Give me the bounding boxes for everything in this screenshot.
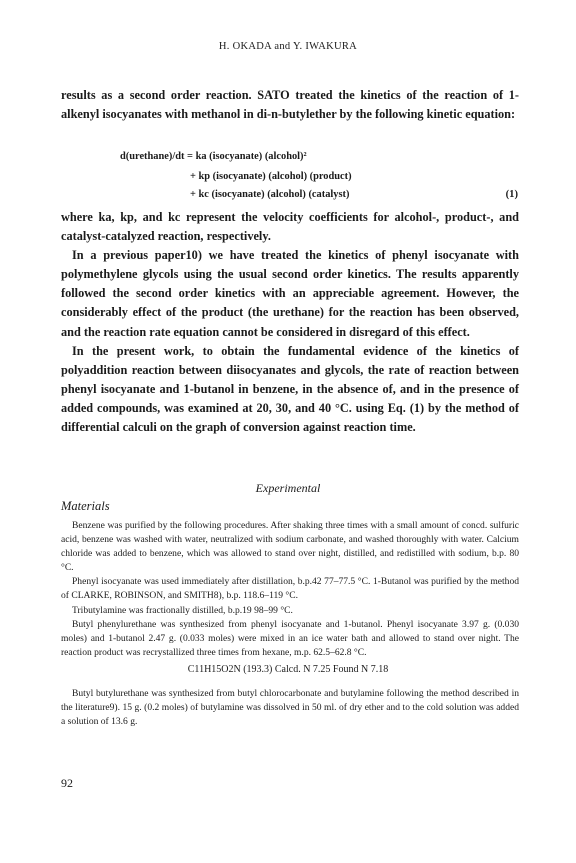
intro-paragraph-3: In a previous paper10) we have treated the kinetics of phenyl isocyanate with polymethylene glycols using the usual second order kinetics. The results apparently followed the second order kinetics with an appreciable agreement. However, the considerably effect of the product (the urethane) for the reaction has been observed, and the reaction rate equation cannot be considered in disregard of this effect. — [61, 248, 519, 339]
intro-paragraph-1: results as a second order reaction. SATO treated the kinetics of the reaction of 1-alkenyl isocyanates with methanol in di-n-butylether by the following kinetic equation: — [61, 88, 519, 122]
materials-paragraph-butyl-phenylurethane: Butyl phenylurethane was synthesized from phenyl isocyanate and 1-butanol. Phenyl isocyanate 3.97 g. (0.030 moles) and 1-butanol 2.47 g. (0.033 moles) were mixed in an ice water bath and allowed to stand over night. The reaction product was recrystallized three times from hexane, m.p. 62.5–62.8 °C. — [61, 618, 519, 658]
page-number: 92 — [61, 776, 73, 790]
intro-paragraph-2: where ka, kp, and kc represent the velocity coefficients for alcohol-, product-, and catalyst-catalyzed reaction, respectively. — [61, 210, 519, 244]
intro-body — [61, 208, 519, 437]
intro-paragraph-4: In the present work, to obtain the fundamental evidence of the kinetics of polyaddition reaction between diisocyanates and glycols, the rate of reaction between phenyl isocyanate and 1-butanol in benzene, in the absence of, and in the presence of added compounds, was examined at 20, 30, and 40 °C. using Eq. (1) by the method of differential calculi on the graph of conversion against reaction time. — [61, 343, 519, 435]
materials-block — [61, 519, 519, 660]
equation-line-3: + kc (isocyanate) (alcohol) (catalyst) — [190, 189, 350, 200]
elemental-analysis-formula: C11H15O2N (193.3) Calcd. N 7.25 Found N 7.18 — [187, 664, 389, 675]
section-heading-experimental: Experimental — [255, 481, 321, 495]
equation-line-2: + kp (isocyanate) (alcohol) (product) — [190, 171, 352, 182]
materials-paragraph-benzene: Benzene was purified by the following procedures. After shaking three times with a small amount of concd. sulfuric acid, benzene was washed with water, neutralized with sodium carbonate, and washed thoroughly with water. Calcium chloride was added to benzene, which was allowed to stand over night, distilled, and redistilled with sodium, b.p. 80 °C. — [61, 520, 519, 574]
subheading-materials: Materials — [61, 499, 110, 513]
materials-paragraph-butyl-butylurethane: Butyl butylurethane was synthesized from butyl chlorocarbonate and butylamine following the method described in the literature9). 15 g. (0.2 moles) of butylamine was dissolved in 50 ml. of dry ether and to the cold solution was added a solution of 13.6 g. — [61, 688, 519, 728]
materials-paragraph-tributylamine: Tributylamine was fractionally distilled, b.p.19 98–99 °C. — [72, 604, 293, 616]
equation-number: (1) — [505, 189, 518, 200]
materials-paragraph-phenyl-isocyanate: Phenyl isocyanate was used immediately after distillation, b.p.42 77–77.5 °C. 1-Butanol was purified by the method of CLARKE, ROBINSON, and SMITH8), b.p. 118.6–119 °C. — [61, 576, 519, 602]
running-header: H. OKADA and Y. IWAKURA — [218, 41, 358, 52]
equation-line-1: d(urethane)/dt = ka (isocyanate) (alcohol)² — [120, 151, 307, 162]
